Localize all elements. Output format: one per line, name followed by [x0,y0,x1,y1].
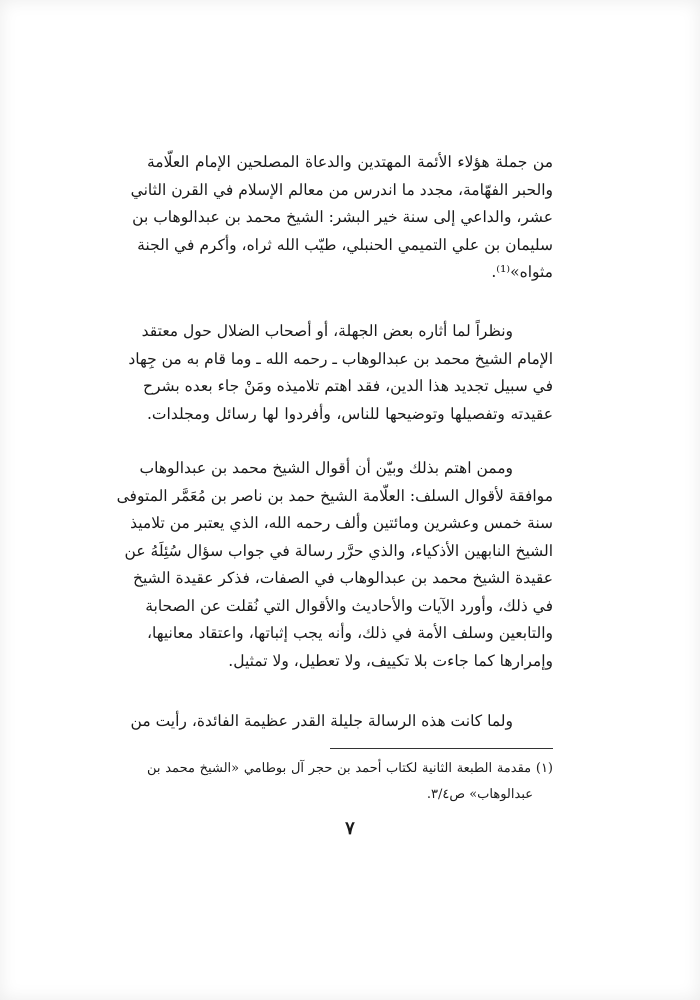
text-line: ونظراً لما أثاره بعض الجهلة، أو أصحاب الضلال حول معتقد [141,322,513,340]
paragraph-2 [128,318,553,428]
text-line: سليمان بن علي التميمي الحنبلي، طيّب الله ثراه، وأكرم في الجنة [137,235,553,254]
footnote-separator [330,748,553,749]
text-line: عقيدته وتفصيلها وتوضيحها للناس، وأفردوا لها رسائل ومجلدات. [147,404,553,423]
text-line: من جملة هؤلاء الأئمة المهتدين والدعاة المصلحين الإمام العلّامة [147,153,553,171]
footnote-line: (١) مقدمة الطبعة الثانية لكتاب أحمد بن حجر آل بوطامي «الشيخ محمد بن [147,761,553,776]
text-line: ولما كانت هذه الرسالة جليلة القدر عظيمة الفائدة، رأيت من [130,712,513,730]
paragraph-3 [116,455,553,675]
paragraph-1 [130,149,553,287]
text-line: موافقة لأقوال السلف: العلّامة الشيخ حمد بن ناصر بن مُعَمَّر المتوفى [116,486,553,505]
footnote-line: عبدالوهاب» ص٣/٤. [426,787,533,802]
footnote [147,756,553,808]
page-number: ٧ [345,818,355,839]
text-line: عقيدة الشيخ محمد بن عبدالوهاب في الصفات، فذكر عقيدة الشيخ [132,569,553,587]
text-line: وإمرارها كما جاءت بلا تكييف، ولا تعطيل، ولا تمثيل. [228,651,553,670]
text-line: والتابعين وسلف الأمة في ذلك، وأنه يجب إثباتها، واعتقاد معانيها، [147,624,553,642]
text-line: في سبيل تجديد هذا الدين، فقد اهتم تلاميذه ومَنْ جاء بعده بشرح [143,377,553,395]
paragraph-4 [130,708,553,736]
text-line: في ذلك، وأورد الآيات والأحاديث والأقوال التي نُقلت عن الصحابة [145,596,553,615]
text-line: الشيخ النابهين الأذكياء، والذي حرَّر رسالة في جواب سؤال سُئِلَهُ عن [124,541,553,560]
text-line: عشر، والداعي إلى سنة خير البشر: الشيخ محمد بن عبدالوهاب بن [132,208,553,226]
text-line: سنة خمس وعشرين ومائتين وألف رحمه الله، الذي يعتبر من تلاميذ [130,514,553,532]
text-line: وممن اهتم بذلك وبيّن أن أقوال الشيخ محمد بن عبدالوهاب [139,459,513,477]
text-line: والحبر الفهّامة، مجدد ما اندرس من معالم الإسلام في القرن الثاني [130,180,553,199]
text-line: الإمام الشيخ محمد بن عبدالوهاب ـ رحمه الله ـ وما قام به من جِهاد [128,349,553,368]
text-line: مثواه»⁽¹⁾. [491,263,553,281]
